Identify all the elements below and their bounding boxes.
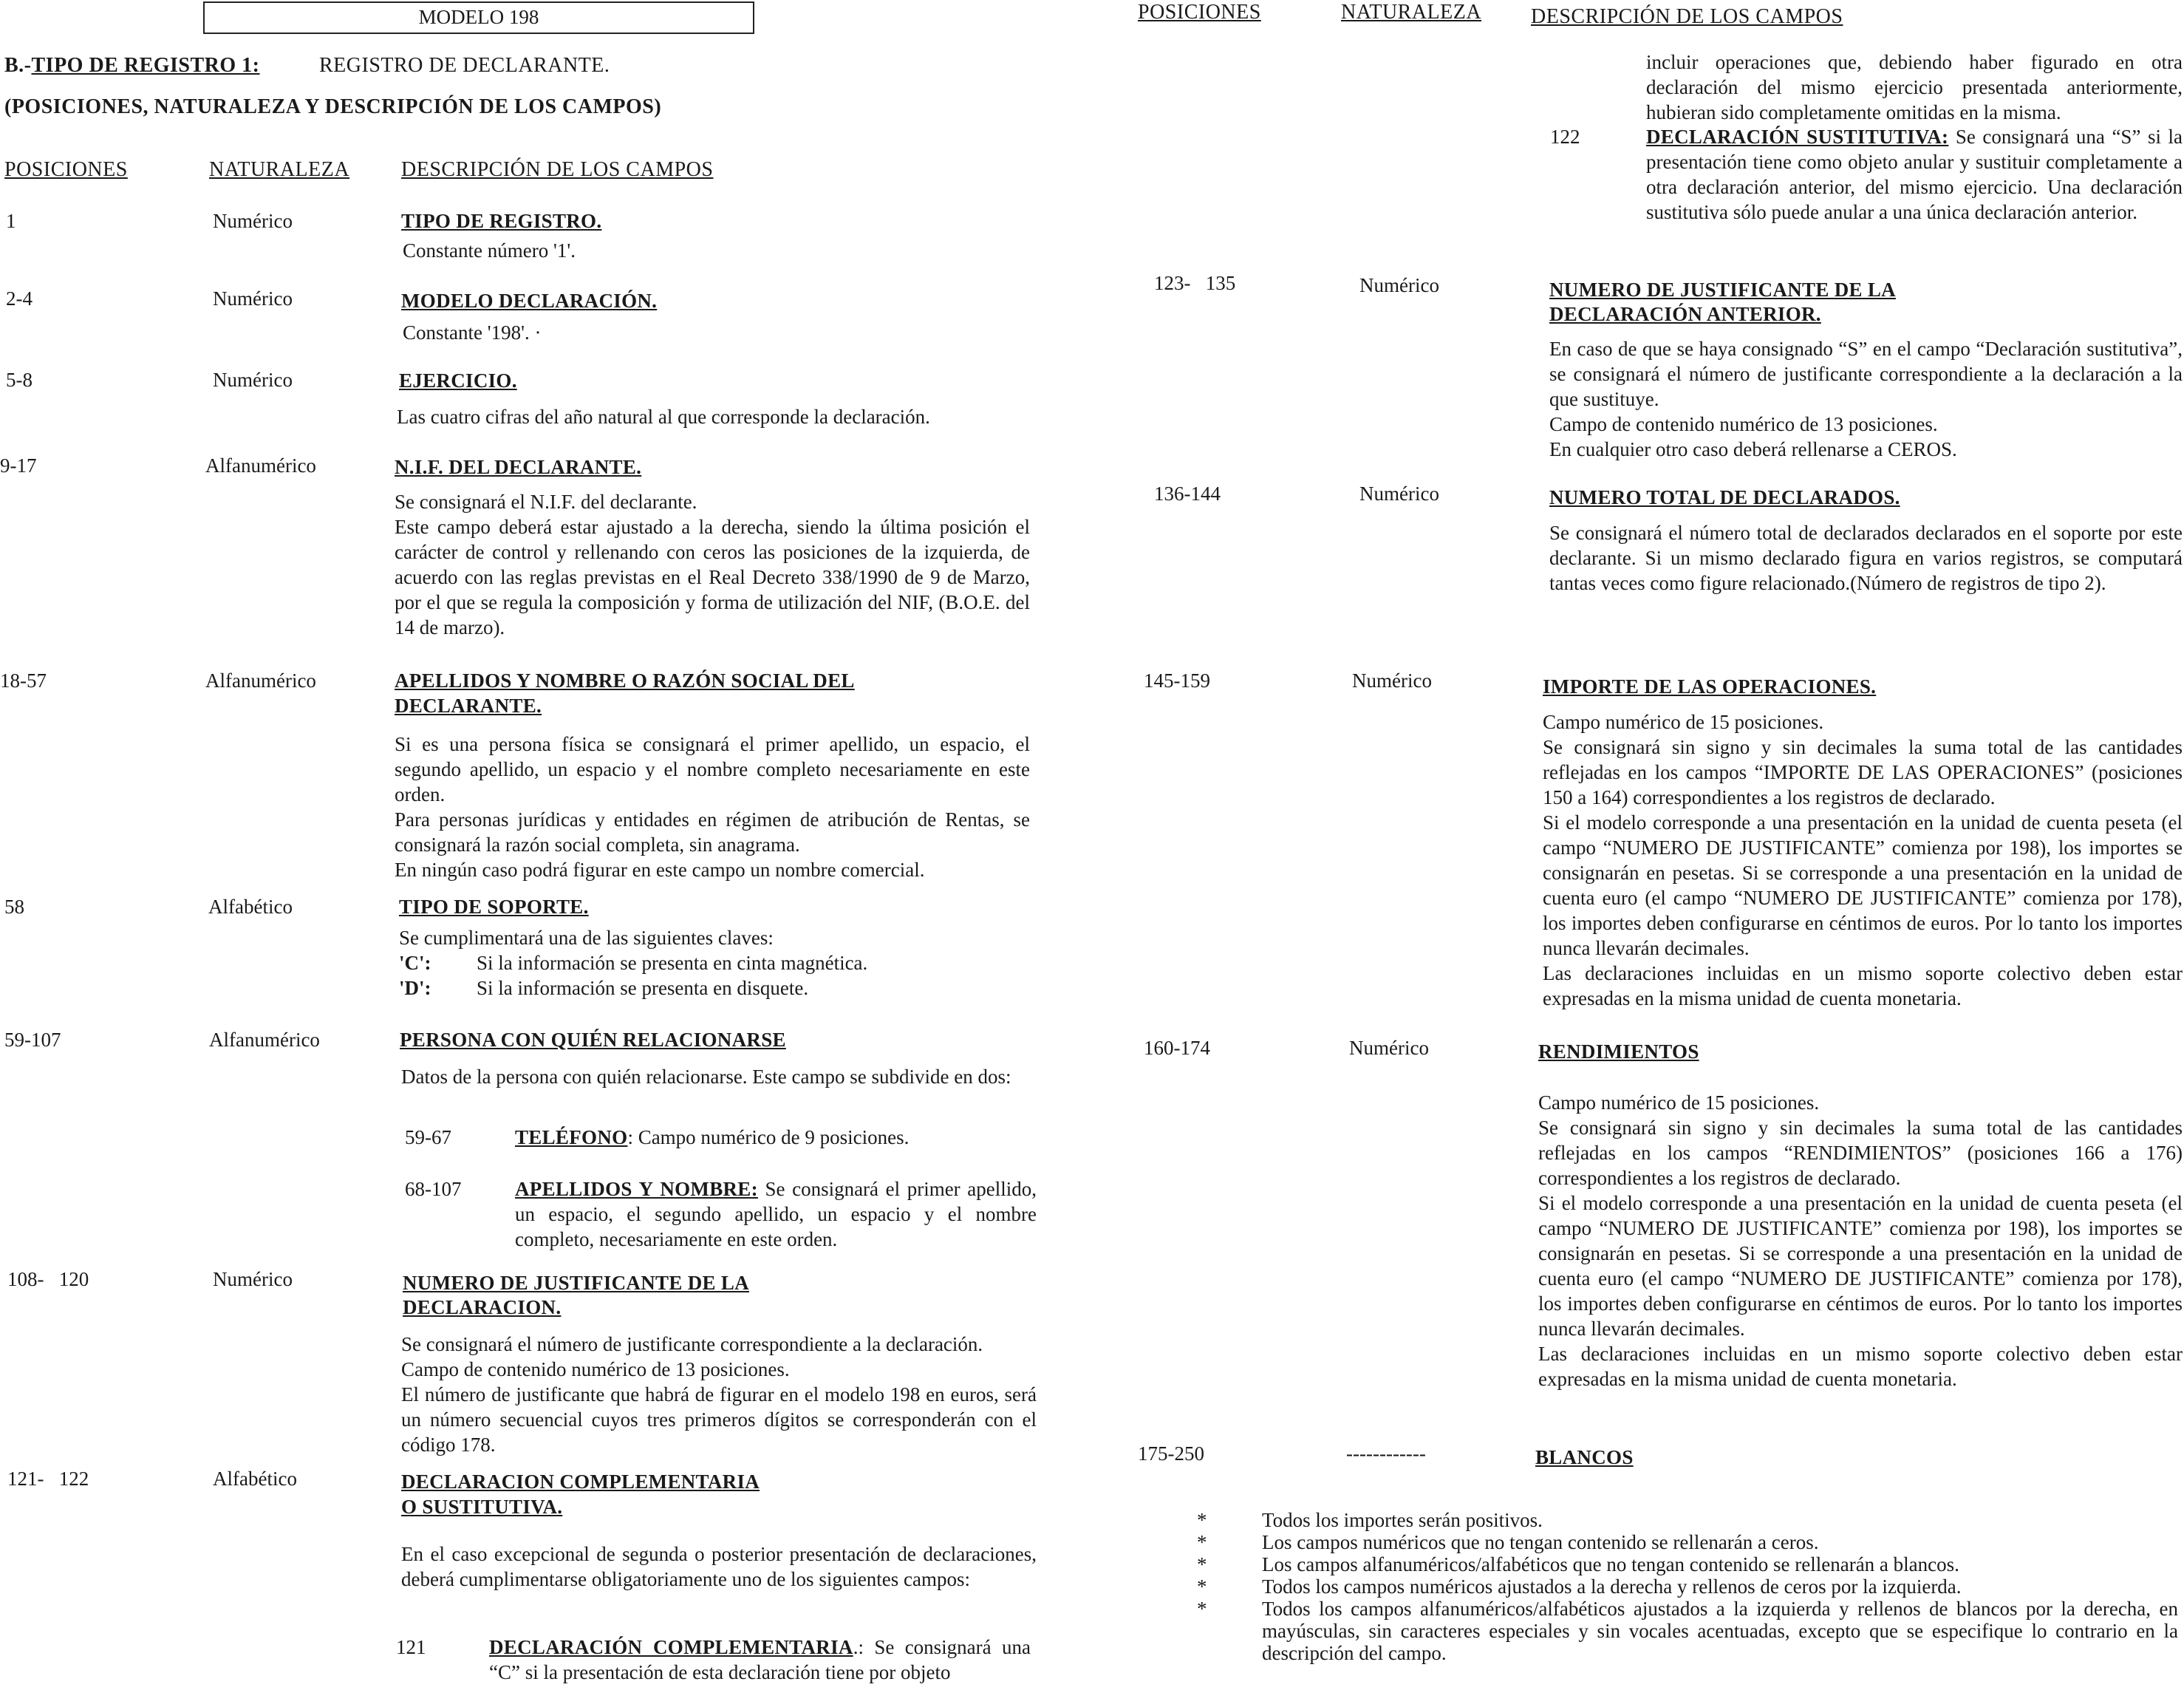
note-text: Los campos alfanuméricos/alfabéticos que no tengan contenido se rellenarán a blancos. bbox=[1262, 1553, 1959, 1575]
subfield-text: Se consignará una “S” si la presentación tiene como objeto anular y sustituir completamente a otra declaración anterior, del mismo ejercicio. Una declaración sustitutiva sólo puede anular a una única declaración anterior. bbox=[1646, 126, 2183, 223]
note-text: Todos los importes serán positivos. bbox=[1262, 1509, 1543, 1531]
field-position: 123- 135 bbox=[1154, 272, 1236, 294]
subfield-position: 121 bbox=[396, 1636, 426, 1658]
field-nature: Numérico bbox=[213, 1268, 293, 1290]
field-title: DECLARACION COMPLEMENTARIA bbox=[401, 1471, 760, 1493]
section-subtitle: (POSICIONES, NATURALEZA Y DESCRIPCIÓN DE LOS CAMPOS) bbox=[4, 95, 662, 118]
field-nature: Numérico bbox=[1359, 274, 1439, 296]
field-description: Se consignará el número total de declarados declarados en el soporte por este declarante. Si un mismo declarado figura en varios registros, se computará tantas veces como figure relacionado.(Número de registros de tipo 2). bbox=[1549, 522, 2183, 594]
field-title: NUMERO TOTAL DE DECLARADOS. bbox=[1549, 486, 1900, 508]
field-nature: Alfabético bbox=[208, 896, 293, 918]
field-description: En cualquier otro caso deberá rellenarse a CEROS. bbox=[1549, 438, 1957, 460]
subfield-position: 122 bbox=[1550, 126, 1580, 148]
field-position: 136-144 bbox=[1154, 483, 1221, 505]
field-description: Este campo deberá estar ajustado a la derecha, siendo la última posición el carácter de control y rellenando con ceros las posiciones de la izquierda, de acuerdo con las reglas previstas en el Real Decreto 338/1990 de 9 de Marzo, por el que se regula la composición y forma de utilización del NIF, (B.O.E. del 14 de marzo). bbox=[395, 516, 1030, 638]
field-description: Se consignará el número de justificante correspondiente a la declaración. bbox=[401, 1333, 983, 1355]
field-position: 160-174 bbox=[1144, 1037, 1210, 1059]
field-description: Para personas jurídicas y entidades en régimen de atribución de Rentas, se consignará la razón social completa, sin anagrama. bbox=[395, 808, 1030, 856]
key-description: Si la información se presenta en disquete. bbox=[477, 977, 809, 999]
field-nature: Alfanumérico bbox=[209, 1029, 320, 1051]
field-description: Campo numérico de 15 posiciones. bbox=[1538, 1091, 1820, 1114]
field-position: 1 bbox=[6, 210, 16, 232]
section-prefix: B.- bbox=[4, 54, 32, 77]
list-item bbox=[1197, 1598, 2180, 1664]
subfield-title: TELÉFONO bbox=[515, 1126, 628, 1148]
col-header-positions: POSICIONES bbox=[1138, 1, 1261, 24]
field-position: 108- 120 bbox=[7, 1268, 89, 1290]
col-header-nature: NATURALEZA bbox=[209, 158, 350, 181]
field-description-continued: incluir operaciones que, debiendo haber figurado en otra declaración del mismo ejercicio presentada anteriormente, hubieran sido completamente omitidas en la misma. bbox=[1646, 51, 2183, 123]
model-title-box bbox=[203, 1, 754, 34]
list-item bbox=[1197, 1575, 2180, 1598]
note-text: Los campos numéricos que no tengan contenido se rellenarán a ceros. bbox=[1262, 1531, 1819, 1553]
field-title: BLANCOS bbox=[1535, 1446, 1634, 1468]
field-description: Las declaraciones incluidas en un mismo soporte colectivo deben estar expresadas en la misma unidad de cuenta monetaria. bbox=[1543, 962, 2183, 1009]
section-heading bbox=[4, 53, 260, 78]
note-text: Todos los campos numéricos ajustados a la derecha y rellenos de ceros por la izquierda. bbox=[1262, 1575, 1962, 1598]
field-nature: Numérico bbox=[213, 210, 293, 232]
field-description: Si el modelo corresponde a una presentación en la unidad de cuenta peseta (el campo “NUMERO DE JUSTIFICANTE” comienza por 198), los importes se consignarán en pesetas. Si se corresponde a una presentación en la unidad de cuenta euro (el campo “NUMERO DE JUSTIFICANTE” comienza por 178), los importes deben configurarse en céntimos de euros. Por lo tanto los importes nunca llevarán decimales. bbox=[1538, 1192, 2183, 1340]
field-title: DECLARANTE. bbox=[395, 695, 542, 717]
field-position: 121- 122 bbox=[7, 1468, 89, 1490]
field-description: En el caso excepcional de segunda o posterior presentación de declaraciones, deberá cumplimentarse obligatoriamente uno de los siguientes campos: bbox=[401, 1543, 1037, 1590]
field-title: DECLARACION. bbox=[403, 1296, 562, 1318]
col-header-description: DESCRIPCIÓN DE LOS CAMPOS bbox=[1531, 5, 1843, 28]
col-header-nature: NATURALEZA bbox=[1341, 1, 1482, 24]
field-description: Se cumplimentará una de las siguientes claves: bbox=[399, 927, 774, 949]
key-code: 'C': bbox=[399, 952, 431, 974]
field-position: 59-107 bbox=[4, 1029, 61, 1051]
model-title: MODELO 198 bbox=[418, 6, 539, 28]
field-description: Campo numérico de 15 posiciones. bbox=[1543, 711, 1824, 733]
field-description: Las declaraciones incluidas en un mismo soporte colectivo deben estar expresadas en la misma unidad de cuenta monetaria. bbox=[1538, 1343, 2183, 1390]
subfield-telefono bbox=[515, 1125, 1032, 1150]
field-nature: Numérico bbox=[213, 287, 293, 310]
field-title: TIPO DE REGISTRO. bbox=[401, 210, 602, 232]
field-position: 18-57 bbox=[0, 669, 47, 692]
bullet-asterisk: * bbox=[1197, 1509, 1207, 1531]
key-code: 'D': bbox=[399, 977, 431, 999]
field-title: TIPO DE SOPORTE. bbox=[399, 896, 589, 918]
field-title: APELLIDOS Y NOMBRE O RAZÓN SOCIAL DEL bbox=[395, 669, 855, 692]
subfield-complementaria bbox=[489, 1635, 1031, 1685]
field-position: 5-8 bbox=[6, 369, 33, 391]
field-title: NUMERO DE JUSTIFICANTE DE LA bbox=[403, 1272, 749, 1294]
field-nature: Alfanumérico bbox=[205, 669, 316, 692]
field-position: 175-250 bbox=[1138, 1442, 1204, 1465]
field-title: O SUSTITUTIVA. bbox=[401, 1496, 563, 1518]
subfield-position: 59-67 bbox=[405, 1126, 451, 1148]
field-description: Se consignará el N.I.F. del declarante. bbox=[395, 491, 697, 513]
record-type-name: REGISTRO DE DECLARANTE. bbox=[319, 54, 610, 77]
field-description: Se consignará sin signo y sin decimales la suma total de las cantidades reflejadas en los campos “IMPORTE DE LAS OPERACIONES” (posiciones 150 a 164) correspondientes a los registros de declarado. bbox=[1543, 736, 2183, 808]
bullet-asterisk: * bbox=[1197, 1598, 1207, 1620]
field-description: Campo de contenido numérico de 13 posiciones. bbox=[1549, 413, 1938, 435]
field-description: El número de justificante que habrá de figurar en el modelo 198 en euros, será un número secuencial cuyos tres primeros dígitos se corresponderán con el código 178. bbox=[401, 1383, 1037, 1456]
field-nature: Numérico bbox=[1359, 483, 1439, 505]
notes-list bbox=[1197, 1509, 2180, 1664]
field-position: 2-4 bbox=[6, 287, 33, 310]
subfield-title: APELLIDOS Y NOMBRE: bbox=[515, 1178, 758, 1200]
field-nature: Alfanumérico bbox=[205, 454, 316, 477]
col-header-description: DESCRIPCIÓN DE LOS CAMPOS bbox=[401, 158, 714, 181]
field-nature: Numérico bbox=[1349, 1037, 1429, 1059]
subfield-title: DECLARACIÓN SUSTITUTIVA: bbox=[1646, 126, 1949, 148]
field-description: Se consignará sin signo y sin decimales la suma total de las cantidades reflejadas en los campos “RENDIMIENTOS” (posiciones 166 a 176) correspondientes a los registros de declarado. bbox=[1538, 1117, 2183, 1189]
field-nature: Alfabético bbox=[213, 1468, 297, 1490]
subfield-text: .: Se consignará una “C” si la presentación de esta declaración tiene por objeto bbox=[489, 1636, 1031, 1683]
field-description: Si el modelo corresponde a una presentación en la unidad de cuenta peseta (el campo “NUMERO DE JUSTIFICANTE” comienza por 198), los importes se consignarán en pesetas. Si se corresponde a una presentación en la unidad de cuenta euro (el campo “NUMERO DE JUSTIFICANTE” comienza por 178), los importes deben configurarse en céntimos de euros. Por lo tanto los importes nunca llevarán decimales. bbox=[1543, 811, 2183, 959]
field-description: Campo de contenido numérico de 13 posiciones. bbox=[401, 1358, 790, 1380]
field-title: MODELO DECLARACIÓN. bbox=[401, 290, 658, 312]
bullet-asterisk: * bbox=[1197, 1575, 1207, 1598]
field-description: Datos de la persona con quién relacionarse. Este campo se subdivide en dos: bbox=[401, 1066, 1011, 1088]
field-description: Constante número '1'. bbox=[403, 239, 576, 262]
col-header-positions: POSICIONES bbox=[4, 158, 128, 181]
subfield-apellidos bbox=[515, 1176, 1037, 1252]
record-type-label: TIPO DE REGISTRO 1: bbox=[31, 54, 260, 77]
bullet-asterisk: * bbox=[1197, 1531, 1207, 1553]
subfield-sustitutiva bbox=[1646, 124, 2183, 225]
field-description: Las cuatro cifras del año natural al que corresponde la declaración. bbox=[397, 406, 930, 428]
subfield-text: : Campo numérico de 9 posiciones. bbox=[627, 1126, 910, 1148]
field-description: En ningún caso podrá figurar en este campo un nombre comercial. bbox=[395, 859, 925, 881]
field-title: IMPORTE DE LAS OPERACIONES. bbox=[1543, 675, 1877, 698]
key-description: Si la información se presenta en cinta magnética. bbox=[477, 952, 868, 974]
field-title: EJERCICIO. bbox=[399, 369, 517, 392]
bullet-asterisk: * bbox=[1197, 1553, 1207, 1575]
field-nature: Numérico bbox=[213, 369, 293, 391]
list-item bbox=[1197, 1531, 2180, 1553]
field-position: 9-17 bbox=[0, 454, 37, 477]
field-position: 145-159 bbox=[1144, 669, 1210, 692]
field-title: NUMERO DE JUSTIFICANTE DE LA bbox=[1549, 279, 1896, 301]
subfield-text: Se consignará el primer apellido, un espacio, el segundo apellido, un espacio y el nombre completo, necesariamente en este orden. bbox=[515, 1178, 1037, 1250]
field-title: PERSONA CON QUIÉN RELACIONARSE bbox=[400, 1029, 786, 1051]
list-item bbox=[1197, 1553, 2180, 1575]
note-text: Todos los campos alfanuméricos/alfabéticos ajustados a la izquierda y rellenos de blancos por la derecha, en mayúsculas, sin caracteres especiales y sin vocales acentuadas, excepto que se especifique lo contrario en la descripción del campo. bbox=[1262, 1598, 2178, 1664]
field-nature: Numérico bbox=[1352, 669, 1432, 692]
list-item bbox=[1197, 1509, 2180, 1531]
field-title: N.I.F. DEL DECLARANTE. bbox=[395, 456, 642, 478]
subfield-position: 68-107 bbox=[405, 1178, 462, 1200]
field-description: Si es una persona física se consignará el primer apellido, un espacio, el segundo apellido, un espacio y el nombre completo necesariamente en este orden. bbox=[395, 733, 1030, 805]
field-title: DECLARACIÓN ANTERIOR. bbox=[1549, 303, 1821, 325]
field-position: 58 bbox=[4, 896, 24, 918]
field-description: Constante '198'. · bbox=[403, 321, 542, 344]
field-title: RENDIMIENTOS bbox=[1538, 1040, 1699, 1063]
field-nature: ------------ bbox=[1346, 1442, 1426, 1465]
subfield-title: DECLARACIÓN COMPLEMENTARIA bbox=[489, 1636, 853, 1658]
field-description: En caso de que se haya consignado “S” en el campo “Declaración sustitutiva”, se consignará el número de justificante correspondiente a la declaración a la que sustituye. bbox=[1549, 338, 2183, 410]
